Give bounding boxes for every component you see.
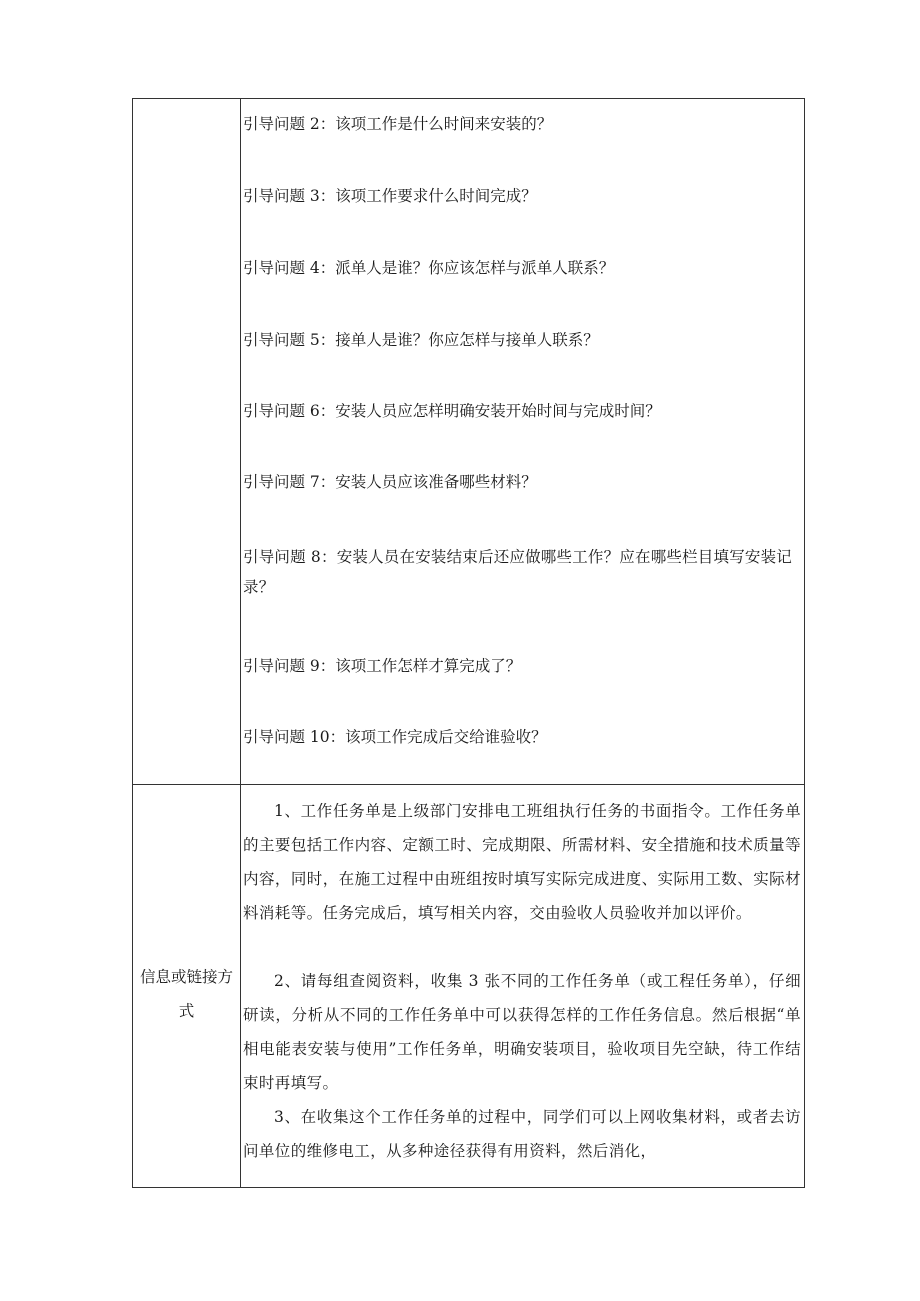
table-row-divider (132, 784, 805, 785)
guide-question-4: 引导问题 4：派单人是谁？你应该怎样与派单人联系？ (243, 259, 615, 277)
guide-question-8: 引导问题 8：安装人员在安装结束后还应做哪些工作？应在哪些栏目填写安装记录？ (243, 548, 792, 596)
table-border-left (132, 98, 133, 1188)
guide-question-2: 引导问题 2：该项工作是什么时间来安装的？ (243, 115, 553, 133)
table-border-right (804, 98, 805, 1188)
guide-question-3: 引导问题 3：该项工作要求什么时间完成？ (243, 187, 537, 205)
info-paragraph-2: 2、请每组查阅资料，收集 3 张不同的工作任务单（或工程任务单），仔细研读，分析从不同的工作任务单中可以获得怎样的工作任务信息。然后根据“单相电能表安装与使用”工作任务单，明确安装项目，验收项目先空缺，待工作结束时再填写。 (243, 972, 801, 1092)
info-section-label: 信息或链接方式 (139, 968, 233, 1020)
guide-question-9: 引导问题 9：该项工作怎样才算完成了？ (243, 657, 522, 675)
guide-question-10: 引导问题 10：该项工作完成后交给谁验收？ (243, 728, 547, 746)
table-border-top (132, 98, 805, 99)
guide-question-7: 引导问题 7：安装人员应该准备哪些材料？ (243, 473, 537, 491)
info-paragraph-3: 3、在收集这个工作任务单的过程中，同学们可以上网收集材料，或者去访问单位的维修电工，从多种途径获得有用资料，然后消化， (243, 1108, 801, 1160)
table-border-bottom (132, 1187, 805, 1188)
guide-question-6: 引导问题 6：安装人员应怎样明确安装开始时间与完成时间？ (243, 402, 661, 420)
guide-question-5: 引导问题 5：接单人是谁？你应怎样与接单人联系？ (243, 331, 599, 349)
table-column-divider (240, 98, 241, 1188)
info-paragraph-1: 1、工作任务单是上级部门安排电工班组执行任务的书面指令。工作任务单的主要包括工作内容、定额工时、完成期限、所需材料、安全措施和技术质量等内容，同时，在施工过程中由班组按时填写实际完成进度、实际用工数、实际材料消耗等。任务完成后，填写相关内容，交由验收人员验收并加以评价。 (243, 802, 801, 922)
